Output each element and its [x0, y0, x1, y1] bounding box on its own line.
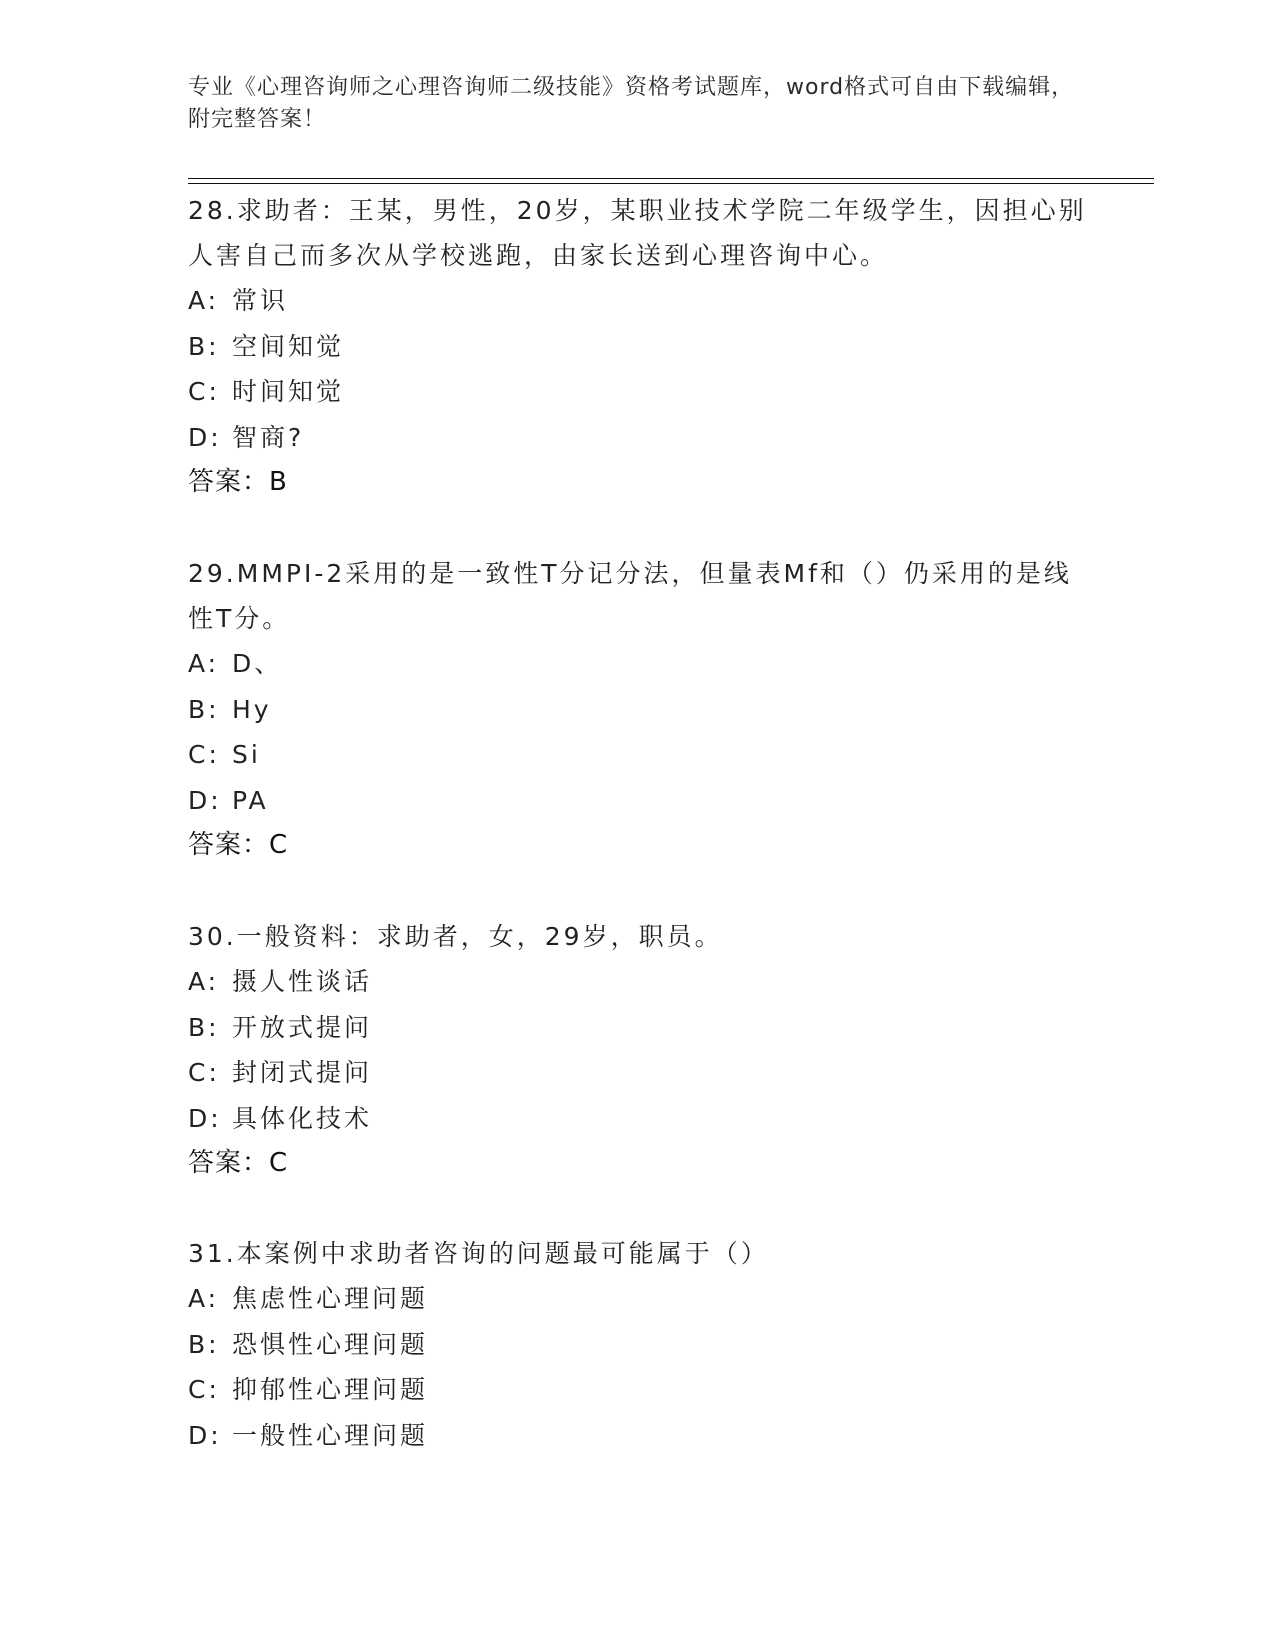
option-b: [188, 1005, 1088, 1051]
option-b: [188, 687, 1088, 733]
question-28: [188, 188, 1088, 505]
question-stem: 30.一般资料：求助者，女，29岁，职员。: [188, 922, 723, 951]
option-key: B:: [188, 1329, 220, 1359]
option-text: 焦虑性心理问题: [232, 1284, 429, 1313]
option-key: B:: [188, 331, 220, 361]
option-d: [188, 415, 1088, 461]
option-key: A:: [188, 286, 220, 315]
option-text: 恐惧性心理问题: [232, 1329, 429, 1359]
option-text: D、: [232, 649, 283, 678]
answer-text: 答案：B: [188, 467, 288, 497]
option-c: [188, 1050, 1088, 1096]
option-key: D:: [188, 785, 222, 815]
option-text: 封闭式提问: [232, 1058, 373, 1087]
option-key: C:: [188, 740, 220, 769]
answer-text: 答案：C: [188, 830, 289, 860]
option-key: B:: [188, 694, 220, 724]
option-c: [188, 1367, 1088, 1413]
option-text: 具体化技术: [232, 1103, 373, 1133]
option-text: Si: [232, 740, 261, 769]
option-key: A:: [188, 649, 220, 678]
option-c: [188, 369, 1088, 415]
option-key: B:: [188, 1012, 220, 1042]
option-key: D:: [188, 1103, 222, 1133]
option-text: 抑郁性心理问题: [232, 1375, 429, 1404]
option-key: C:: [188, 1058, 220, 1087]
option-text: Hy: [232, 694, 272, 724]
question-stem: 28.求助者：王某，男性，20岁，某职业技术学院二年级学生，因担心别人害自己而多次从学校逃跑，由家长送到心理咨询中心。: [188, 196, 1087, 270]
option-text: 空间知觉: [232, 331, 345, 361]
option-b: [188, 1322, 1088, 1368]
option-text: 开放式提问: [232, 1012, 373, 1042]
option-a: [188, 959, 1088, 1005]
option-text: 时间知觉: [232, 377, 345, 406]
option-key: A:: [188, 967, 220, 996]
option-key: C:: [188, 1375, 220, 1404]
question-stem: 31.本案例中求助者咨询的问题最可能属于（）: [188, 1239, 769, 1268]
option-d: [188, 778, 1088, 824]
option-a: [188, 1276, 1088, 1322]
document-header: 专业《心理咨询师之心理咨询师二级技能》资格考试题库，word格式可自由下载编辑，附完整答案！: [188, 75, 1075, 132]
option-text: PA: [232, 785, 269, 815]
answer-text: 答案：C: [188, 1148, 289, 1178]
option-c: [188, 732, 1088, 778]
header-divider-bottom: [188, 183, 1154, 184]
option-d: [188, 1096, 1088, 1142]
option-text: 智商?: [232, 422, 305, 452]
option-d: [188, 1413, 1088, 1459]
option-a: [188, 278, 1088, 324]
option-text: 常识: [232, 286, 289, 315]
question-30: [188, 914, 1088, 1186]
option-key: D:: [188, 1420, 222, 1450]
question-31: [188, 1231, 1088, 1458]
option-key: D:: [188, 422, 222, 452]
option-key: C:: [188, 377, 220, 406]
option-text: 一般性心理问题: [232, 1420, 429, 1450]
option-b: [188, 324, 1088, 370]
option-a: [188, 641, 1088, 687]
option-text: 摄人性谈话: [232, 967, 373, 996]
header-divider-top: [188, 178, 1154, 179]
question-29: [188, 551, 1088, 868]
question-stem: 29.MMPI-2采用的是一致性T分记分法，但量表Mf和（）仍采用的是线性T分。: [188, 559, 1072, 633]
option-key: A:: [188, 1284, 220, 1313]
